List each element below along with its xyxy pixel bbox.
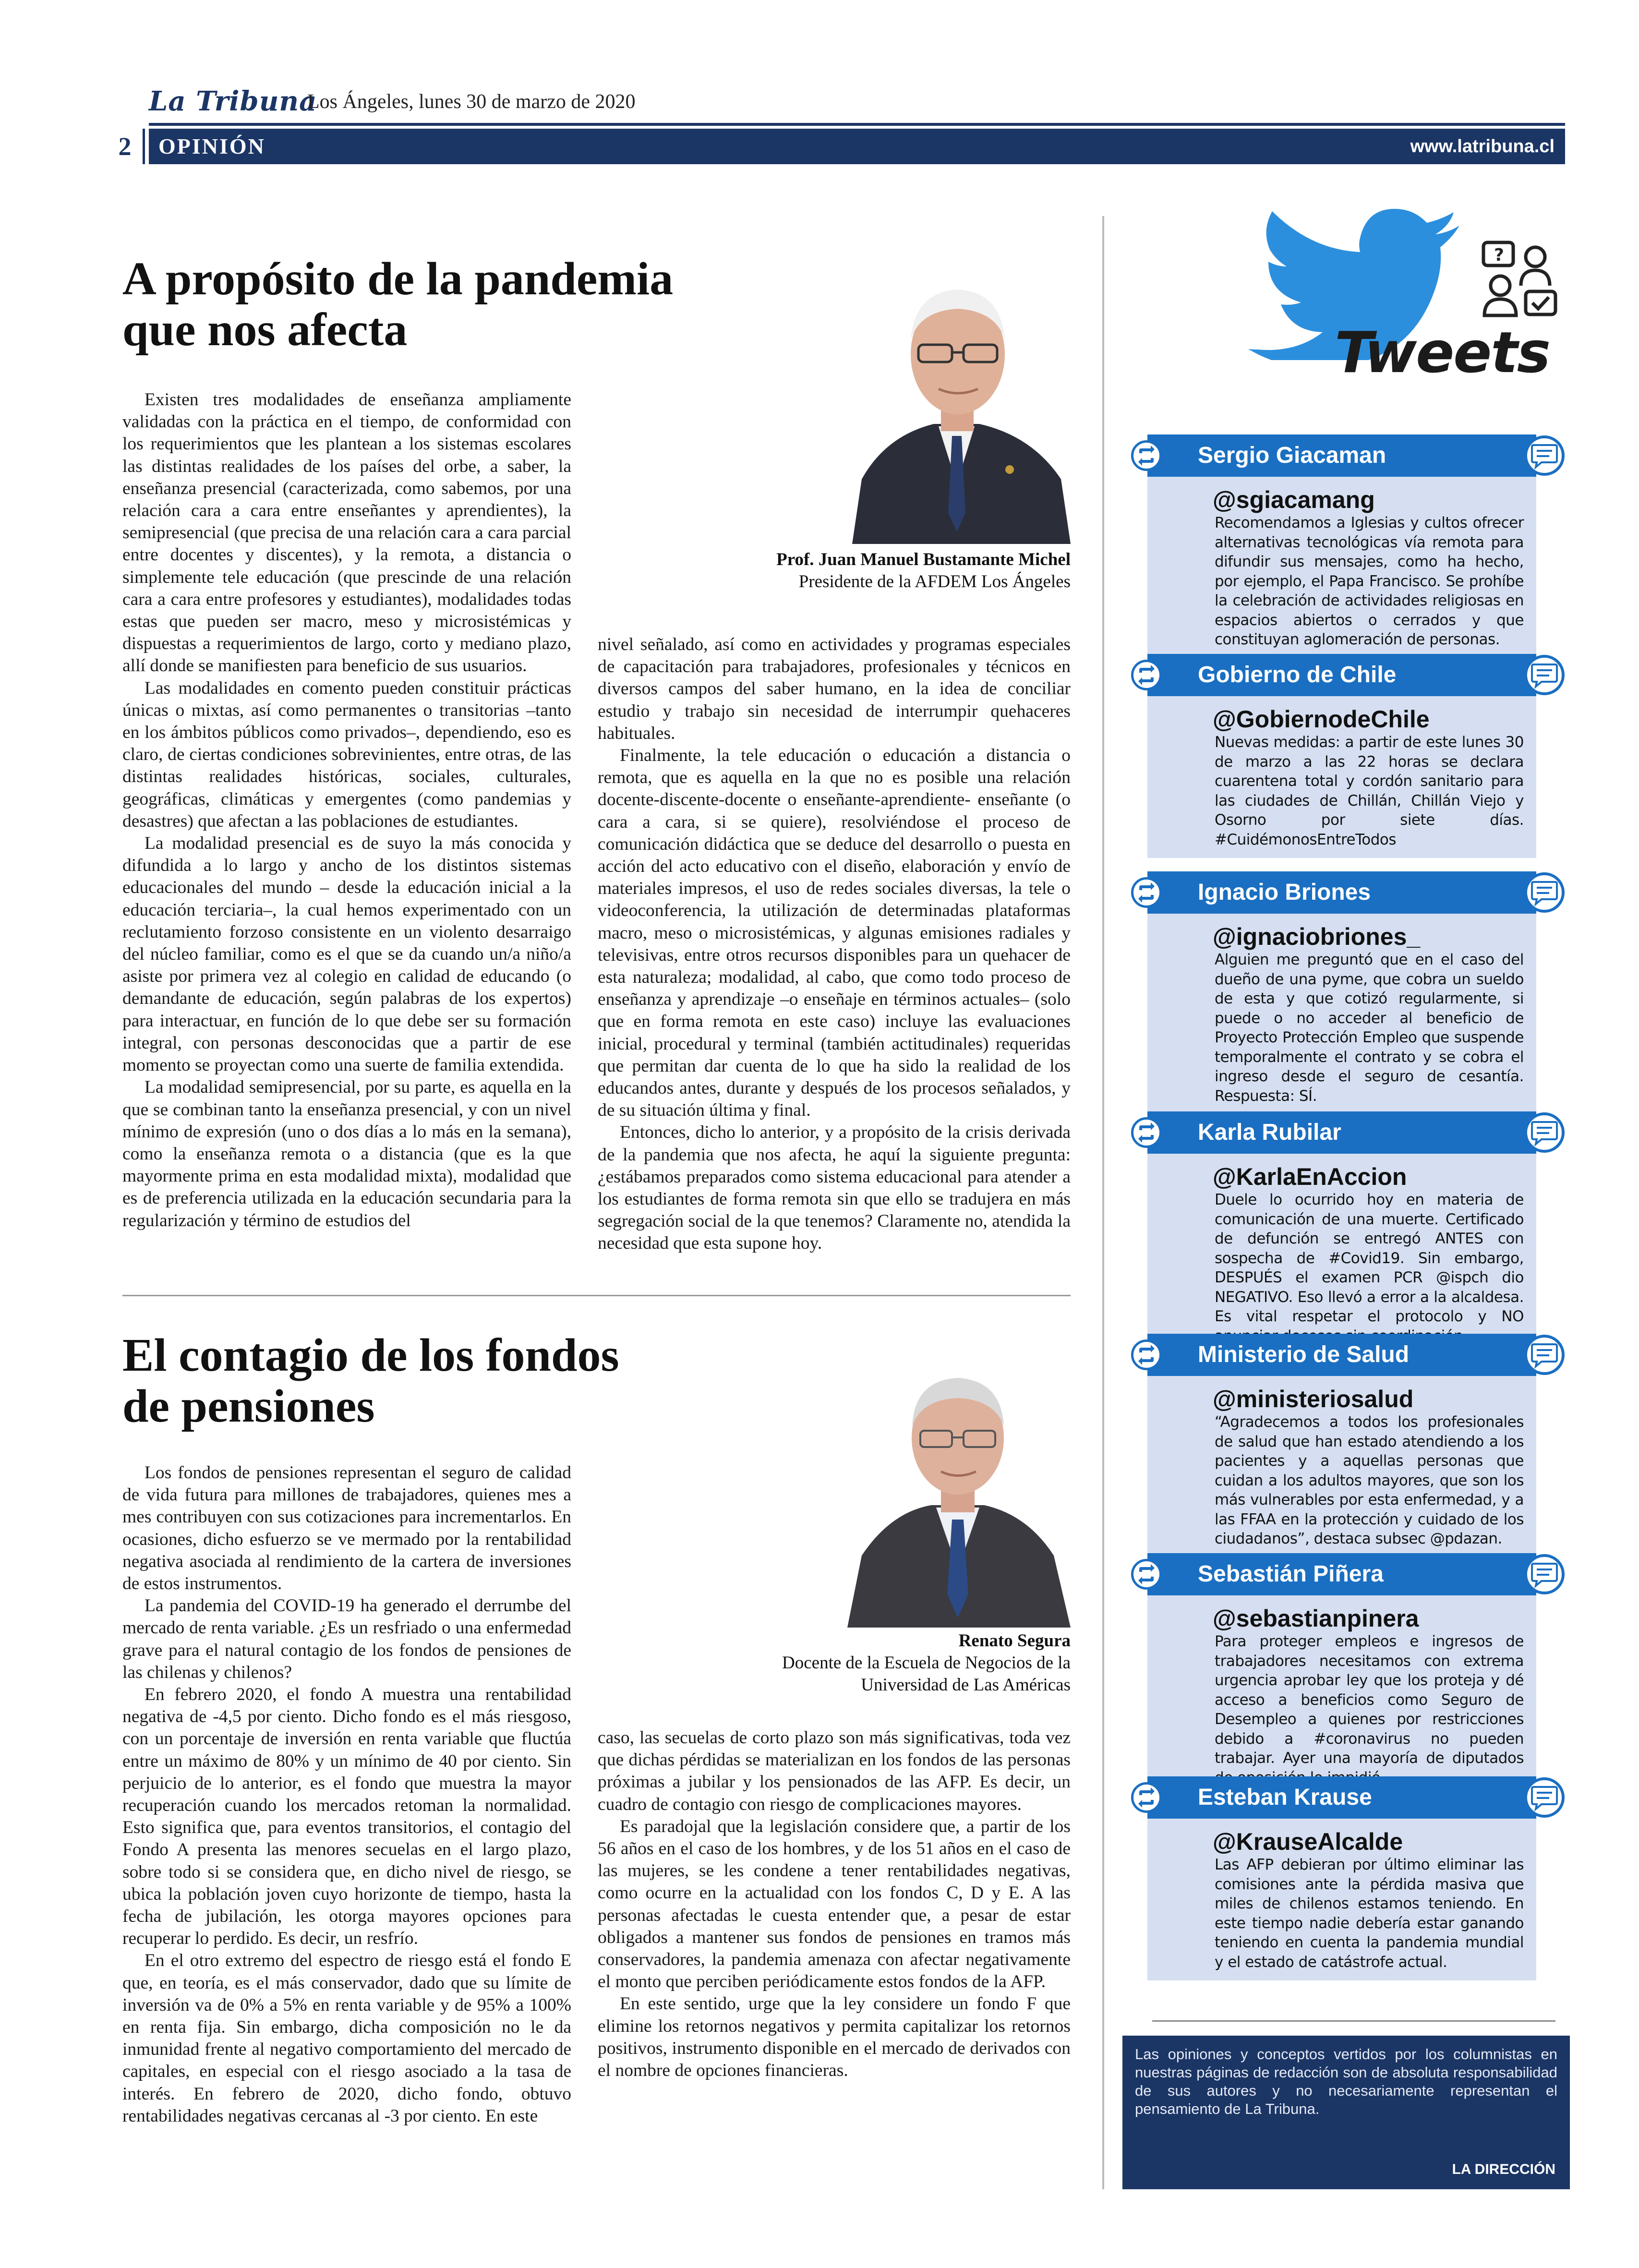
paragraph: En el otro extremo del espectro de riesgo está el fondo E que, en teoría, es el más conservador, dado que su límite de inversión va de 0% a 5% en renta variable y de 95% a 100% en renta fija. Sin embargo, dicha composición no le da inmunidad frente al negativo comportamiento del mercado de capitales, en especial con el riesgo asociado a la tasa de interés. En febrero de 2020, dicho fondo, obtuvo rentabilidades negativas cercanas al -3 por ciento. En este	[122, 1951, 571, 2126]
tweet-author-name: Karla Rubilar	[1198, 1120, 1341, 1145]
tweet-author-name: Gobierno de Chile	[1198, 662, 1397, 688]
paragraph: caso, las secuelas de corto plazo son más significativas, toda vez que dichas pérdidas se materializan en los fondos de las personas próximas a jubilar y los pensionados de las AFP. Es decir, un cuadro de contagio con riesgo de complicaciones mayores.	[598, 1728, 1071, 1814]
chat-bubble-icon[interactable]	[1524, 872, 1565, 913]
tweet-body	[1147, 1154, 1536, 1354]
retweet-icon[interactable]	[1131, 877, 1162, 908]
paragraph: Los fondos de pensiones representan el seguro de calidad de vida futura para millones de trabajadores, quienes mes a mes contribuyen con sus cotizaciones para incrementarlos. En ocasiones, dicho esfuerzo se ve mermado por la rentabilidad negativa asociada al rendimiento de la cartera de inversiones de estos instrumentos.	[122, 1463, 571, 1594]
tweet-name-bar	[1114, 1776, 1572, 1819]
retweet-arrows-icon	[1133, 1561, 1159, 1587]
tweet-name-bar	[1114, 654, 1572, 696]
tweet-text: Alguien me preguntó que en el caso del dueño de una pyme, que cobra un sueldo de esta y que cotizó regularmente, si puede o no acceder al beneficio de Proyecto Protección Empleo que suspende temporalmente el contrato y se cobra el ingreso desde el seguro de cesantía. Respuesta: SÍ.	[1215, 951, 1524, 1105]
footer-rule	[1152, 2020, 1555, 2022]
paragraph: Finalmente, la tele educación o educación a distancia o remota, que es aquella en la que no es posible una relación docente-discente-docente o enseñante-aprendiente- enseñante (o cara a cara, si se quiere), resolviéndose el proceso de comunicación didáctica que se deduce del desarrollo o puesta en acción del acto educativo con el diseño, elaboración y envío de materiales impresos, el uso de redes sociales diversas, la tele o videoconferencia, la utilización de determinadas plataformas macro, meso o microsistémicas, y algunas emisiones radiales y televisivas, entre otros recursos disponibles para un quehacer de esta naturaleza; modalidad, al cabo, que como todo proceso de enseñanza y aprendizaje –o enseñaje en términos actuales– (solo que en forma remota en este caso) incluye las evaluaciones inicial, procedural y terminal (también actitudinales) requeridas que permitan dar cuenta de lo que ha sido la realidad de los educandos antes, durante y después de los procesos señalados, y de su situación última y final.	[598, 746, 1071, 1121]
article2-title-line2: de pensiones	[122, 1380, 375, 1432]
chat-bubble-icon[interactable]	[1524, 435, 1565, 476]
tweet-handle[interactable]: @ignaciobriones_	[1213, 923, 1421, 950]
tweet-body	[1147, 696, 1536, 858]
retweet-arrows-icon	[1133, 1785, 1159, 1810]
article1-column-1	[122, 389, 571, 1232]
tweets-header	[1210, 206, 1570, 398]
dateline: Los Ángeles, lunes 30 de marzo de 2020	[307, 91, 636, 113]
tweet-body	[1147, 1819, 1536, 1980]
tweet-author-name: Sebastián Piñera	[1198, 1561, 1384, 1587]
retweet-icon[interactable]	[1131, 440, 1162, 471]
chat-lines-icon	[1527, 1557, 1562, 1592]
article2-author-photo	[843, 1354, 1071, 1628]
tweet-handle[interactable]: @ministeriosalud	[1213, 1386, 1414, 1412]
paragraph: Entonces, dicho lo anterior, y a propósito de la crisis derivada de la pandemia que nos afecta, he aquí la siguiente pregunta: ¿estábamos preparados como sistema educacional para atender a los estudiantes de forma remota sin que ello se tradujera en más segregación social de la que tenemos? Claramente no, atendida la necesidad que esta supone hoy.	[598, 1122, 1071, 1254]
article1-author-role: Presidente de la AFDEM Los Ángeles	[798, 572, 1071, 591]
article2-author-role-line2: Universidad de Las Américas	[861, 1675, 1071, 1695]
paragraph: nivel señalado, así como en actividades y programas especiales de capacitación para trabajadores, profesionales y técnicos en diversos campos del saber humano, en la idea de conciliar estudio y trabajo sin necesidad de interrumpir quehaceres habituales.	[598, 635, 1071, 743]
paragraph: En este sentido, urge que la ley considere un fondo F que elimine los retornos negativos y permita capitalizar los retornos positivos, instrumento disponible en el mercado de derivados con el nombre de opciones financieras.	[598, 1994, 1071, 2081]
paragraph: La pandemia del COVID-19 ha generado el derrumbe del mercado de renta variable. ¿Es un resfriado o una enfermedad grave para el natural contagio de los fondos de pensiones de las chilenas y chilenos?	[122, 1596, 571, 1682]
svg-text:?: ?	[1494, 245, 1504, 265]
section-bar	[149, 129, 1565, 164]
paragraph: La modalidad presencial es de suyo la más conocida y difundida a lo largo y ancho de los distintos sistemas educacionales del mundo – desde la educación inicial a la educación terciaria–, la cual hemos experimentado con un reclutamiento forzoso consistente en un violento desarraigo del núcleo familiar, como es el que se da cuando un/a niño/a asiste por primera vez al colegio en calidad de educando (o demandante de educación, según palabras de los expertos) para interactuar, en función de lo que debe ser su formación integral, con personas desconocidas que a partir de ese momento se proyectan como una suerte de familia extendida.	[122, 833, 571, 1075]
article1-title-line2: que nos afecta	[122, 304, 408, 356]
paragraph: Es paradojal que la legislación considere que, a partir de los 56 años en el caso de los hombres, y de los 51 años en el caso de las mujeres, se les condene a tener rentabilidades negativas, como ocurre en la actualidad con los fondos C, D y E. A las personas afectadas le cuesta entender que, a pesar de estar obligados a mantener sus fondos de pensiones en tramos más conservadores, la pandemia amenaza con afectar negativamente el monto que perciben periódicamente estos fondos de la AFP.	[598, 1816, 1071, 1992]
article1-byline	[672, 549, 1071, 593]
tweet-name-bar	[1114, 1111, 1572, 1154]
article2-byline	[672, 1630, 1071, 1696]
retweet-arrows-icon	[1133, 1120, 1159, 1146]
tweet-handle[interactable]: @sgiacamang	[1213, 486, 1375, 513]
tweet-name-bar	[1114, 1334, 1572, 1376]
article1-author-photo	[843, 263, 1071, 544]
header-rule	[149, 123, 1565, 126]
retweet-arrows-icon	[1133, 880, 1159, 905]
article2-column-2	[598, 1727, 1071, 2082]
tweet-text: “Agradecemos a todos los profesionales de salud que han estado atendiendo a los pacientes y a aquellas personas que cuidan a los adultos mayores, que son los más vulnerables por esta enfermedad, y a las FFAA en la protección y cuidado de los ciudadanos”, destaca subsec @pdazan.	[1215, 1413, 1524, 1547]
column-divider	[1102, 216, 1104, 2189]
tweet-body	[1147, 477, 1536, 658]
retweet-icon[interactable]	[1131, 1339, 1162, 1370]
chat-bubble-icon[interactable]	[1524, 655, 1565, 695]
chat-lines-icon	[1527, 1780, 1562, 1815]
tweet-author-name: Esteban Krause	[1198, 1785, 1372, 1810]
newspaper-logo: La Tribuna	[149, 85, 317, 117]
paragraph: Las modalidades en comento pueden constituir prácticas únicas o mixtas, así como permanentes o transitorias –tanto en los ámbitos públicos como privados–, dependiendo, eso es claro, de ciertas condiciones sobrevinientes, entre otras, de las distintas realidades históricas, sociales, culturales, geográficas, climáticas y emergentes (como pandemias y desastres) que afectan a las poblaciones de estudiantes.	[122, 678, 571, 831]
chat-lines-icon	[1527, 438, 1562, 473]
article1-title	[122, 253, 747, 355]
tweet-body	[1147, 1595, 1536, 1796]
page-number: 2	[118, 132, 132, 161]
article2-title-line1: El contagio de los fondos	[122, 1329, 619, 1381]
author-portrait-icon	[843, 263, 1071, 544]
article2-title	[122, 1330, 747, 1432]
article2-column-1	[122, 1462, 571, 2127]
paragraph: En febrero 2020, el fondo A muestra una rentabilidad negativa de -4,5 por ciento. Dicho fondo es el más riesgoso, con un porcentaje de inversión en renta variable que fluctúa entre un máximo de 80% y un mínimo de 40 por ciento. Sin perjuicio de lo anterior, es el fondo que muestra la mayor recuperación cuando los mercados retoman la normalidad. Esto significa que, para eventos transitorios, el contagio del Fondo A presenta las menores secuelas en el largo plazo, sobre todo si se considera que, en dicho nivel de riesgo, se ubica la población joven cuyo horizonte de tiempo, hasta la fecha de jubilación, les otorga mayores opciones para recuperar lo perdido. Es decir, un resfrío.	[122, 1685, 571, 1949]
chat-lines-icon	[1527, 875, 1562, 910]
article2-author-name: Renato Segura	[958, 1631, 1071, 1651]
disclaimer-signature: LA DIRECCIÓN	[1452, 2161, 1555, 2177]
section-name: OPINIÓN	[158, 134, 265, 158]
tweet-author-name: Ministerio de Salud	[1198, 1342, 1410, 1367]
tweet-author-name: Sergio Giacaman	[1198, 443, 1386, 468]
chat-bubble-icon[interactable]	[1524, 1335, 1565, 1375]
retweet-icon[interactable]	[1131, 660, 1162, 690]
chat-lines-icon	[1527, 1338, 1562, 1372]
tweet-name-bar	[1114, 871, 1572, 914]
chat-bubble-icon[interactable]	[1524, 1112, 1565, 1153]
tweet-text: Duele lo ocurrido hoy en materia de comunicación de una muerte. Certificado de defunción se entregó ANTES con sospecha de #Covid19. Sin embargo, DESPUÉS el examen PCR @ispch dio NEGATIVO. Eso llevó a error a la alcaldesa. Es vital respetar el protocolo y NO	[1215, 1191, 1524, 1325]
tweet-name-bar	[1114, 434, 1572, 477]
retweet-arrows-icon	[1133, 443, 1159, 469]
disclaimer-text: Las opiniones y conceptos vertidos por los columnistas en nuestras páginas de redacción son de absoluta responsabilidad de sus autores y no necesariamente representan el pensamiento de La Tribuna.	[1135, 2046, 1557, 2117]
masthead	[149, 85, 1565, 124]
article-divider	[122, 1295, 1071, 1296]
retweet-arrows-icon	[1133, 1342, 1159, 1368]
tweet-text: Nuevas medidas: a partir de este lunes 30 de marzo a las 22 horas se declara cuarentena total y cordón sanitario para las ciudades de Chillán, Chillán Viejo y Osorno por siete días. #CuidémonosEntreTodos	[1215, 734, 1524, 848]
site-url[interactable]: www.latribuna.cl	[1410, 136, 1555, 157]
editorial-disclaimer	[1122, 2036, 1570, 2189]
tweet-handle[interactable]: @KrauseAlcalde	[1213, 1828, 1403, 1855]
chat-lines-icon	[1527, 658, 1562, 692]
article1-title-line1: A propósito de la pandemia	[122, 253, 674, 305]
paragraph: Existen tres modalidades de enseñanza ampliamente validadas con la práctica en el tiempo, de conformidad con los requerimientos que les plantean a los sistemas escolares las distintas realidades de los países del orbe, a saber, la enseñanza presencial (caracterizada, como sabemos, por una relación cara a cara entre enseñantes y aprendientes), la semipresencial (que precisa de una relación cara a cara parcial entre docentes y discentes), y la remota, a distancia o simplemente tele educación (que prescinde de una relación cara a cara entre profesores y estudiantes), modalidades todas estas que pueden ser macro, meso y microsistémicas y dispuestas a requerimientos de largo, corto y mediano plazo, allí donde se manifiesten para beneficio de sus usuarios.	[122, 390, 571, 676]
tweet-handle[interactable]: @sebastianpinera	[1213, 1605, 1419, 1632]
article1-column-2	[598, 634, 1071, 1255]
retweet-icon[interactable]	[1131, 1782, 1162, 1813]
tweet-body	[1147, 1376, 1536, 1557]
page-number-divider	[143, 129, 145, 164]
tweet-body	[1147, 914, 1536, 1114]
chat-lines-icon	[1527, 1115, 1562, 1150]
retweet-icon[interactable]	[1131, 1559, 1162, 1590]
paragraph: La modalidad semipresencial, por su parte, es aquella en la que se combinan tanto la enseñanza presencial, y con un nivel mínimo de expresión (uno o dos días a lo más en la semana), como la enseñanza remota o a distancia (que es la que mayormente prima en esta modalidad mixta), modalidad que es de preferencia utilizada en la educación secundaria para la regularización y término de estudios del	[122, 1077, 571, 1231]
tweet-handle[interactable]: @KarlaEnAccion	[1213, 1163, 1407, 1190]
tweet-text: Las AFP debieran por último eliminar las comisiones ante la pérdida masiva que miles de chilenos estamos teniendo. En este tiempo nadie debería estar ganando teniendo en cuenta la pandemia mundial y el estado de catástrofe actual.	[1215, 1856, 1524, 1971]
chat-bubble-icon[interactable]	[1524, 1554, 1565, 1594]
retweet-arrows-icon	[1133, 662, 1159, 688]
chat-bubble-icon[interactable]	[1524, 1777, 1565, 1818]
tweet-text: Recomendamos a Iglesias y cultos ofrecer alternativas tecnológicas vía remota para difundir sus mensajes, como ha hecho, por ejemplo, el Papa Francisco. Se prohíbe la celebración de actividades religiosas en espacios abiertos o cerrados y que constituyan aglomeración de personas.	[1215, 514, 1524, 648]
tweet-text: Para proteger empleos e ingresos de trabajadores necesitamos con extrema urgencia aprobar ley que los proteja y dé acceso a beneficios como Seguro de Desempleo a quienes por restricciones debido a #coronavirus no pueden trabajar. Ayer una mayoría de diputados	[1215, 1633, 1524, 1767]
author-portrait-icon	[843, 1354, 1071, 1628]
tweet-handle[interactable]: @GobiernodeChile	[1213, 706, 1430, 733]
people-chat-icon	[1479, 238, 1560, 319]
tweet-name-bar	[1114, 1553, 1572, 1595]
tweets-title: Tweets	[1335, 319, 1550, 386]
retweet-icon[interactable]	[1131, 1117, 1162, 1148]
article2-author-role-line1: Docente de la Escuela de Negocios de la	[782, 1653, 1071, 1673]
tweet-author-name: Ignacio Briones	[1198, 880, 1371, 905]
article1-author-name: Prof. Juan Manuel Bustamante Michel	[776, 550, 1071, 569]
